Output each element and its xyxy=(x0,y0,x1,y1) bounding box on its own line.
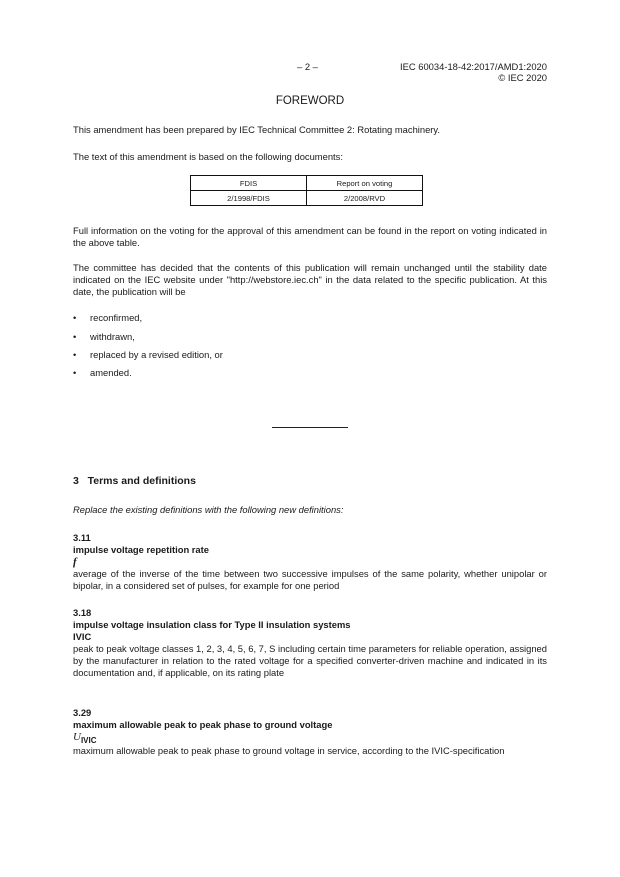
term-definition: maximum allowable peak to peak phase to ground voltage in service, according to the IVIC-specification xyxy=(73,745,505,756)
term-definition: peak to peak voltage classes 1, 2, 3, 4, 5, 6, 7, S including certain time parameters for reliable operation, assigned by the manufacturer in relation to the rated voltage for a specified converter-driven machine and indicated in its documentation and, if applicable, on its rating plate xyxy=(73,643,547,678)
table-cell: 2/2008/RVD xyxy=(307,191,423,206)
term-symbol: IVIC xyxy=(73,631,92,642)
term-number: 3.18 xyxy=(73,607,92,618)
document-id: IEC 60034-18-42:2017/AMD1:2020 xyxy=(400,61,547,72)
page-number: – 2 – xyxy=(297,61,318,72)
term-name: maximum allowable peak to peak phase to ground voltage xyxy=(73,719,333,730)
term-symbol: f xyxy=(73,556,77,568)
section-heading: 3 Terms and definitions xyxy=(73,475,196,487)
voting-table xyxy=(190,175,423,206)
foreword-paragraph: The committee has decided that the contents of this publication will remain unchanged until the stability date indicated on the IEC website under "http://webstore.iec.ch" in the data related to the specific publication. At this date, the publication will be xyxy=(73,262,547,297)
foreword-paragraph: The text of this amendment is based on the following documents: xyxy=(73,151,343,162)
term-name: impulse voltage repetition rate xyxy=(73,544,209,555)
foreword-paragraph: This amendment has been prepared by IEC Technical Committee 2: Rotating machinery. xyxy=(73,124,441,135)
divider xyxy=(272,427,348,428)
foreword-title: FOREWORD xyxy=(275,95,345,107)
term-definition: average of the inverse of the time between two successive impulses of the same polarity, whether unipolar or bipolar, in a considered set of pulses, for example for one period xyxy=(73,568,547,591)
term-symbol: $U_{IVIC}$ xyxy=(73,731,97,745)
table-cell: 2/1998/FDIS xyxy=(191,191,307,206)
term-name: impulse voltage insulation class for Type II insulation systems xyxy=(73,619,351,630)
copyright: © IEC 2020 xyxy=(498,72,547,83)
term-number: 3.11 xyxy=(73,532,91,543)
foreword-paragraph: Full information on the voting for the approval of this amendment can be found in the report on voting indicated in the above table. xyxy=(73,225,547,248)
term-number: 3.29 xyxy=(73,707,92,718)
section-instruction: Replace the existing definitions with the following new definitions: xyxy=(73,504,344,515)
table-header: FDIS xyxy=(191,176,307,191)
table-header: Report on voting xyxy=(307,176,423,191)
